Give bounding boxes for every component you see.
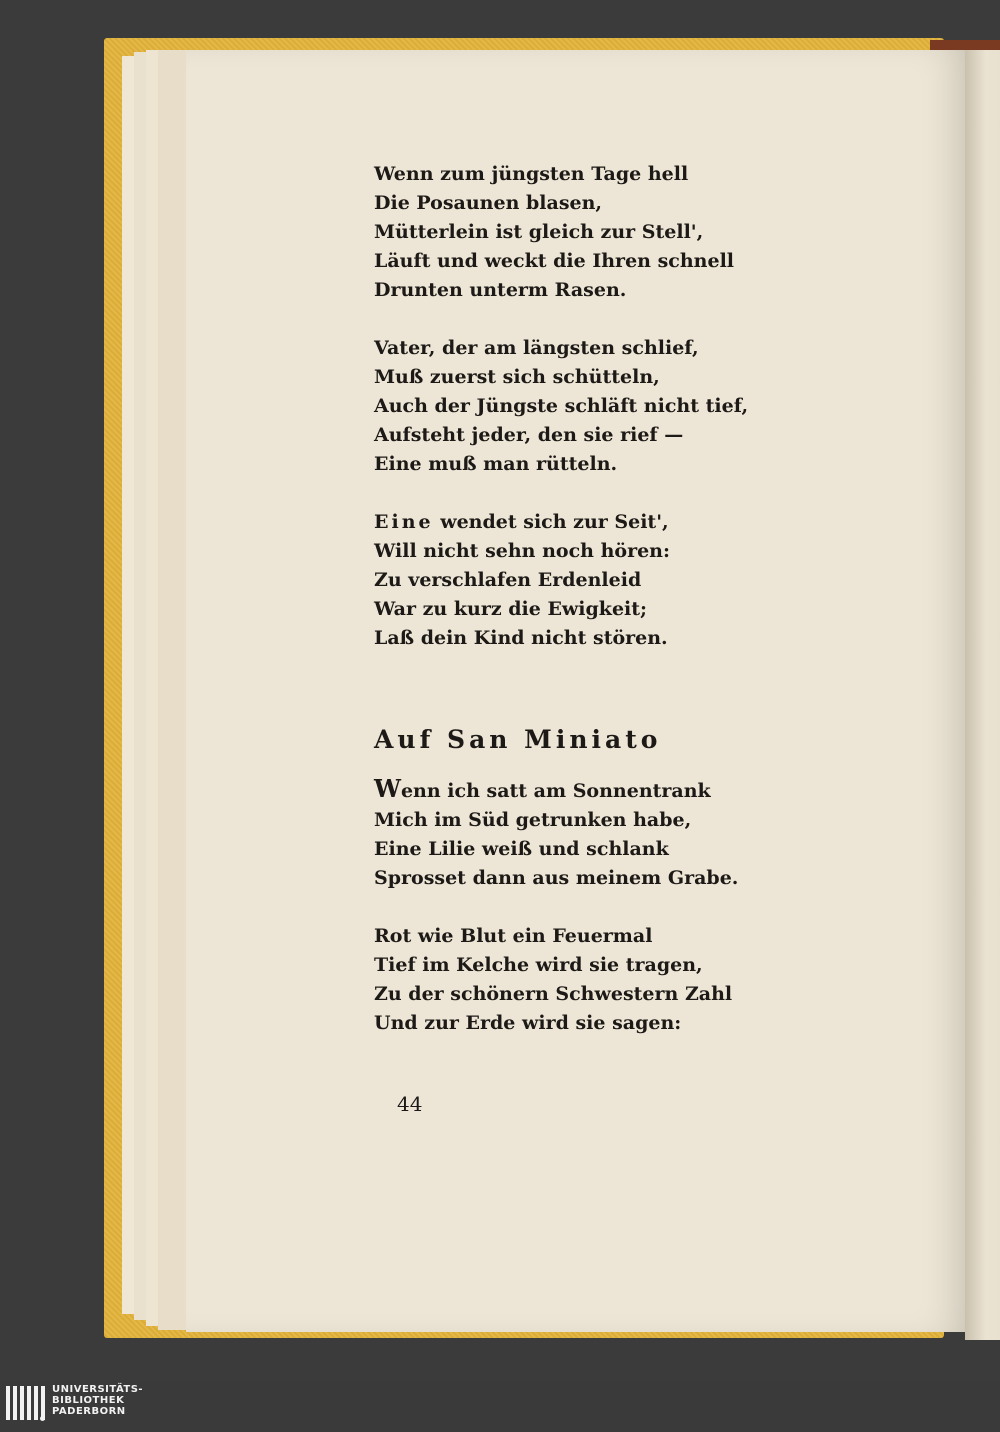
poem-line: Wenn zum jüngsten Tage hell	[374, 163, 689, 185]
stanza-1	[374, 160, 794, 305]
poem-line: Läuft und weckt die Ihren schnell	[374, 250, 734, 272]
poem-line: Rot wie Blut ein Feuermal	[374, 925, 653, 947]
stanza-4	[374, 774, 794, 893]
poem-line: Laß dein Kind nicht stören.	[374, 627, 668, 649]
library-logo-text	[52, 1384, 143, 1417]
poem-text	[374, 160, 794, 1067]
poem-line: Auch der Jüngste schläft nicht tief,	[374, 395, 749, 417]
poem-line: Mütterlein ist gleich zur Stell',	[374, 221, 704, 243]
poem-line: Mich im Süd getrunken habe,	[374, 809, 692, 831]
poem-line	[374, 508, 794, 537]
poem-line: Tief im Kelche wird sie tragen,	[374, 954, 703, 976]
poem-line: Eine muß man rütteln.	[374, 453, 618, 475]
footer-bar	[0, 1380, 1000, 1432]
logo-dot-icon	[40, 1416, 45, 1421]
poem-line: War zu kurz die Ewigkeit;	[374, 598, 648, 620]
library-logo-icon	[6, 1386, 45, 1426]
poem-line: Muß zuerst sich schütteln,	[374, 366, 660, 388]
poem-line: Und zur Erde wird sie sagen:	[374, 1012, 682, 1034]
poem-line: Vater, der am längsten schlief,	[374, 337, 699, 359]
poem-line: Will nicht sehn noch hören:	[374, 540, 671, 562]
logo-line: PADERBORN	[52, 1406, 126, 1417]
poem-line: Zu verschlafen Erdenleid	[374, 569, 642, 591]
stanza-3	[374, 508, 794, 653]
logo-line: BIBLIOTHEK	[52, 1395, 125, 1406]
emphasized-word: Eine	[374, 511, 434, 533]
poem-line: Zu der schönern Schwestern Zahl	[374, 983, 733, 1005]
stanza-5	[374, 922, 794, 1038]
poem-line-rest: enn ich satt am Sonnentrank	[400, 780, 711, 802]
poem-line: Drunten unterm Rasen.	[374, 279, 627, 301]
poem-line	[374, 774, 794, 806]
poem-line-rest: wendet sich zur Seit',	[433, 511, 669, 533]
poem-line: Sprosset dann aus meinem Grabe.	[374, 867, 739, 889]
page-number: 44	[397, 1092, 423, 1116]
poem-heading: Auf San Miniato	[374, 725, 662, 754]
book-gutter	[965, 50, 1000, 1340]
poem-line: Aufsteht jeder, den sie rief —	[374, 424, 684, 446]
poem-line: Die Posaunen blasen,	[374, 192, 603, 214]
poem-line: Eine Lilie weiß und schlank	[374, 838, 669, 860]
stanza-2	[374, 334, 794, 479]
initial-letter: W	[374, 774, 401, 803]
logo-line: UNIVERSITÄTS-	[52, 1384, 144, 1395]
